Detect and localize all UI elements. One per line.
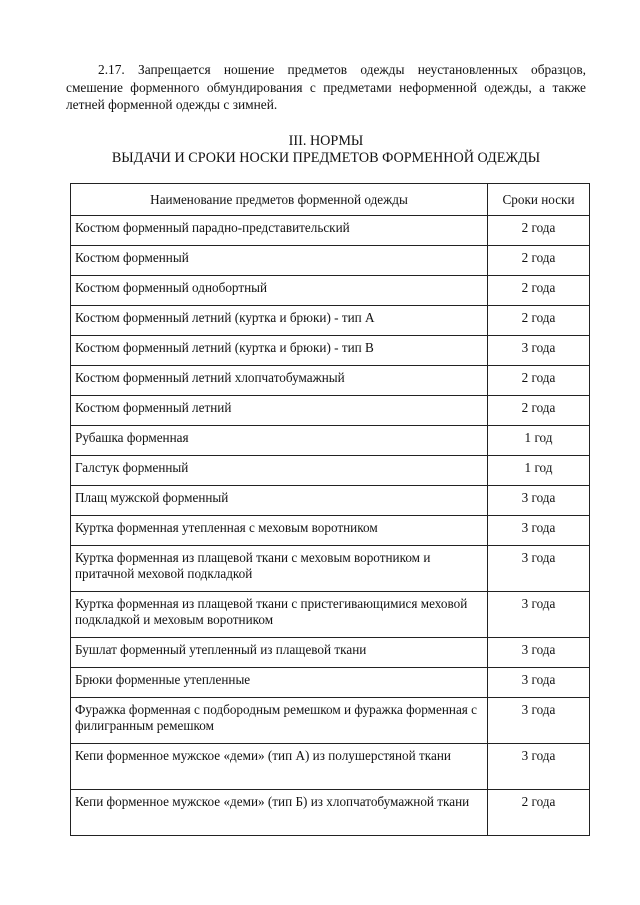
paragraph-text: 2.17. Запрещается ношение предметов одежды неустановленных образцов, смешение форменного обмундирования с предметами неформенной одежды, а также летней форменной одежды с зимней. (66, 62, 586, 112)
table-row (71, 306, 590, 336)
item-term: 3 года (488, 516, 590, 546)
item-term: 3 года (488, 486, 590, 516)
item-name: Костюм форменный летний (куртка и брюки) - тип В (71, 336, 488, 366)
item-name: Костюм форменный (71, 246, 488, 276)
item-term: 3 года (488, 744, 590, 790)
item-name: Костюм форменный летний (71, 396, 488, 426)
item-term: 3 года (488, 638, 590, 668)
item-name: Куртка форменная из плащевой ткани с пристегивающимися меховой подкладкой и меховым воротником (71, 592, 488, 638)
table-row (71, 366, 590, 396)
item-name: Бушлат форменный утепленный из плащевой ткани (71, 638, 488, 668)
item-term: 2 года (488, 790, 590, 836)
item-name: Костюм форменный летний хлопчатобумажный (71, 366, 488, 396)
item-name: Галстук форменный (71, 456, 488, 486)
item-name: Костюм форменный парадно-представительский (71, 216, 488, 246)
table-row (71, 486, 590, 516)
section-title-line1: III. НОРМЫ (288, 133, 364, 149)
item-name: Костюм форменный летний (куртка и брюки) - тип А (71, 306, 488, 336)
table-row (71, 592, 590, 638)
header-item-name: Наименование предметов форменной одежды (71, 184, 488, 216)
table-row (71, 516, 590, 546)
item-term: 3 года (488, 698, 590, 744)
item-name: Брюки форменные утепленные (71, 668, 488, 698)
table-row (71, 426, 590, 456)
table-row (71, 276, 590, 306)
table-row (71, 790, 590, 836)
table-header-row (71, 184, 590, 216)
section-title-line2: ВЫДАЧИ И СРОКИ НОСКИ ПРЕДМЕТОВ ФОРМЕННОЙ ОДЕЖДЫ (111, 150, 541, 166)
paragraph-2-17 (66, 61, 586, 114)
item-name: Куртка форменная утепленная с меховым воротником (71, 516, 488, 546)
item-term: 2 года (488, 276, 590, 306)
item-name: Рубашка форменная (71, 426, 488, 456)
table-row (71, 638, 590, 668)
item-name: Плащ мужской форменный (71, 486, 488, 516)
item-term: 3 года (488, 336, 590, 366)
table-row (71, 456, 590, 486)
table-row (71, 744, 590, 790)
item-name: Костюм форменный однобортный (71, 276, 488, 306)
item-term: 3 года (488, 592, 590, 638)
norms-table (70, 183, 590, 836)
item-name: Куртка форменная из плащевой ткани с меховым воротником и притачной меховой подкладкой (71, 546, 488, 592)
item-name: Фуражка форменная с подбородным ремешком и фуражка форменная с филигранным ремешком (71, 698, 488, 744)
item-term: 2 года (488, 366, 590, 396)
table-row (71, 698, 590, 744)
table-row (71, 246, 590, 276)
item-term: 1 год (488, 426, 590, 456)
table-row (71, 546, 590, 592)
section-title (66, 133, 586, 167)
item-term: 2 года (488, 246, 590, 276)
item-term: 3 года (488, 546, 590, 592)
table-row (71, 216, 590, 246)
item-term: 3 года (488, 668, 590, 698)
table-row (71, 396, 590, 426)
item-term: 2 года (488, 216, 590, 246)
table-row (71, 336, 590, 366)
item-term: 2 года (488, 396, 590, 426)
item-name: Кепи форменное мужское «деми» (тип Б) из хлопчатобумажной ткани (71, 790, 488, 836)
item-term: 2 года (488, 306, 590, 336)
item-term: 1 год (488, 456, 590, 486)
item-name: Кепи форменное мужское «деми» (тип А) из полушерстяной ткани (71, 744, 488, 790)
table-row (71, 668, 590, 698)
header-term: Сроки носки (488, 184, 590, 216)
